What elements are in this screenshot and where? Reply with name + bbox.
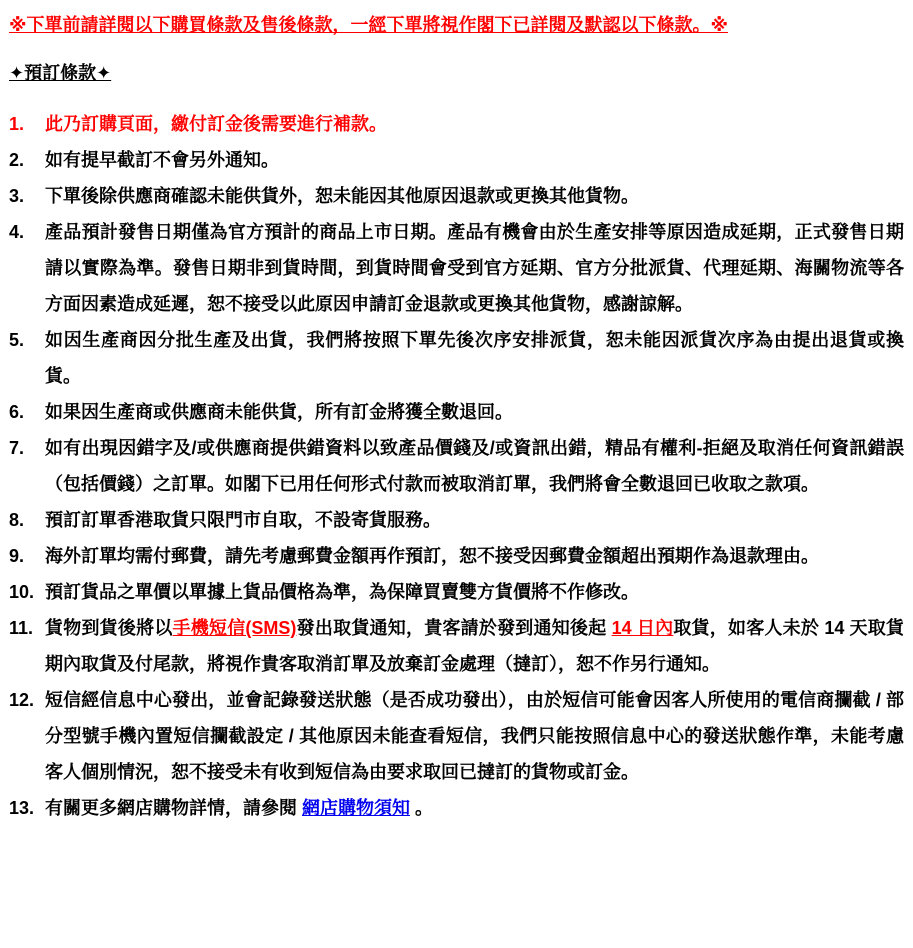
item-text — [45, 430, 904, 502]
section-heading-preorder-terms: ✦預訂條款✦ — [9, 63, 112, 83]
list-item — [9, 106, 904, 142]
text-segment: 貨物到貨後將以 — [45, 618, 173, 638]
highlighted-text: 14 日內 — [611, 618, 674, 638]
item-number: 3. — [9, 186, 25, 206]
item-text — [45, 178, 904, 214]
list-item — [9, 610, 904, 682]
item-number: 11. — [9, 618, 34, 638]
item-text — [45, 610, 904, 682]
item-text — [45, 214, 904, 322]
item-number: 12. — [9, 690, 35, 710]
item-text — [45, 574, 904, 610]
item-text — [45, 502, 904, 538]
text-segment: 預訂貨品之單價以單據上貨品價格為準，為保障買賣雙方貨價將不作修改。 — [45, 582, 639, 602]
text-segment: 如有提早截訂不會另外通知。 — [45, 150, 279, 170]
highlighted-text: 手機短信(SMS) — [172, 618, 297, 638]
shop-notice-link[interactable]: 網店購物須知 — [302, 798, 410, 818]
item-number: 2. — [9, 150, 25, 170]
text-segment: 下單後除供應商確認未能供貨外，恕未能因其他原因退款或更換其他貨物。 — [45, 186, 639, 206]
text-segment: 海外訂單均需付郵費，請先考慮郵費金額再作預訂，恕不接受因郵費金額超出預期作為退款理由。 — [45, 546, 819, 566]
text-segment: 如有出現因錯字及/或供應商提供錯資料以致產品價錢及/或資訊出錯，精品有權利-拒絕及取消任何資訊錯誤（包括價錢）之訂單。如閣下已用任何形式付款而被取消訂單，我們將會全數退回已收取之款項。 — [45, 438, 904, 494]
item-number: 10. — [9, 582, 35, 602]
list-item — [9, 574, 904, 610]
list-item — [9, 394, 904, 430]
item-text — [45, 322, 904, 394]
text-segment: 如因生產商因分批生產及出貨，我們將按照下單先後次序安排派貨，恕未能因派貨次序為由提出退貨或換貨。 — [45, 330, 904, 386]
list-item — [9, 502, 904, 538]
item-number: 9. — [9, 546, 25, 566]
text-segment: 如果因生產商或供應商未能供貨，所有訂金將獲全數退回。 — [45, 402, 513, 422]
item-number: 8. — [9, 510, 25, 530]
list-item — [9, 142, 904, 178]
page-title: ※下單前請詳閱以下購買條款及售後條款，一經下單將視作閣下已詳閱及默認以下條款。※ — [9, 15, 728, 35]
item-text — [45, 682, 904, 790]
text-segment: 此乃訂購頁面，繳付訂金後需要進行補款。 — [45, 114, 387, 134]
item-number: 13. — [9, 798, 35, 818]
list-item — [9, 538, 904, 574]
item-text — [45, 142, 904, 178]
item-number: 1. — [9, 114, 25, 134]
item-number: 6. — [9, 402, 25, 422]
text-segment: 發出取貨通知，貴客請於發到通知後起 — [296, 618, 612, 638]
text-segment: 短信經信息中心發出，並會記錄發送狀態（是否成功發出），由於短信可能會因客人所使用的電信商攔截 / 部分型號手機內置短信攔截設定 / 其他原因未能查看短信，我們只能按照信息中心的發送狀態作準，未能考慮客人個別情況，恕不接受未有收到短信為由要求取回已撻訂的貨物或訂金。 — [45, 690, 904, 782]
text-segment: 有關更多網店購物詳情，請參閱 — [45, 798, 302, 818]
text-segment: 。 — [410, 798, 434, 818]
list-item — [9, 682, 904, 790]
list-item — [9, 322, 904, 394]
list-item — [9, 178, 904, 214]
item-number: 7. — [9, 438, 25, 458]
item-number: 4. — [9, 222, 25, 242]
item-text — [45, 106, 904, 142]
item-text — [45, 538, 904, 574]
list-item — [9, 430, 904, 502]
text-segment: 產品預計發售日期僅為官方預計的商品上市日期。產品有機會由於生產安排等原因造成延期，正式發售日期請以實際為準。發售日期非到貨時間，到貨時間會受到官方延期、官方分批派貨、代理延期、海關物流等各方面因素造成延遲，恕不接受以此原因申請訂金退款或更換其他貨物，感謝諒解。 — [45, 222, 904, 314]
list-item — [9, 214, 904, 322]
item-text — [45, 790, 904, 826]
item-number: 5. — [9, 330, 25, 350]
terms-list — [9, 106, 904, 826]
text-segment: 預訂訂單香港取貨只限門市自取，不設寄貨服務。 — [45, 510, 441, 530]
text-segment: 取貨，如客人未於 14 天取貨期內取貨及付尾款，將視作貴客取消訂單及放棄訂金處理（撻訂），恕不作另行通知。 — [45, 618, 905, 674]
item-text — [45, 394, 904, 430]
list-item — [9, 790, 904, 826]
